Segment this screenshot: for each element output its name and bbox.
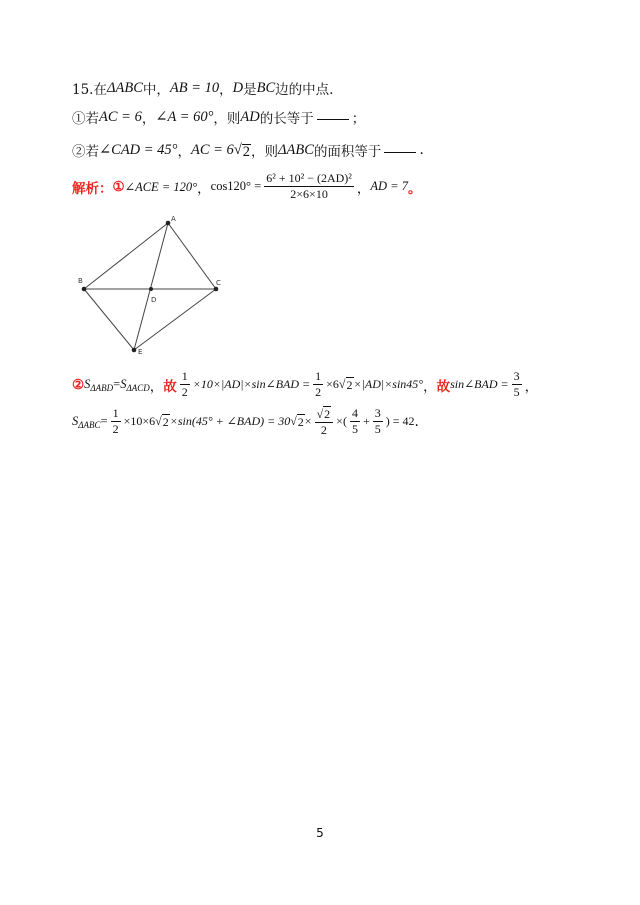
eq-1: = [113,377,121,391]
answer-blank-1 [317,119,349,120]
part2-ask: 的面积等于 [313,144,382,160]
point-e [132,348,137,353]
angle-ace: ∠ACE = 120° [124,179,198,194]
sol2-comma-3: ， [524,378,539,395]
part1-ac: AC = 6 [99,108,142,125]
frac-sqrt2-2: √ 2 2 [315,406,334,437]
part2-sqrt: √ 2 [233,141,251,160]
frac-4-5: $\frac{4}{5}$ [351,406,358,436]
cos-lhs: cos120° = [210,179,262,193]
part1-sep1: ， [141,111,156,127]
part2-sqrt-radicand: 2 [242,143,251,160]
segment-be [84,289,134,350]
segment-ab [84,223,168,289]
midpoint-text: 边的中点. [275,82,334,98]
label-a: A [171,215,176,223]
line3-end: . [414,413,419,430]
separator: ， [219,82,233,98]
solution-label: 解析： [72,180,113,197]
figure-lines [84,223,216,350]
part2-sep2: ， [251,144,265,160]
part2-marker: ②若 [72,144,99,160]
label-d: D [151,296,157,304]
point-a [166,221,171,226]
label-c: C [216,279,221,287]
solution-line-2 [72,370,538,399]
part1-ad: AD [240,108,260,125]
half-frac-3: $\frac{1}{2}$ [112,406,119,436]
part1-sep2: ， [213,111,227,127]
line3-e: ) = 42 [385,414,415,428]
segment-ce [134,289,216,350]
sol-period-1: 。 [408,180,422,197]
line3-d: ×( [336,414,347,428]
part2-then: 则 [264,144,279,160]
point-d [149,287,153,291]
line3-c: × [304,414,312,428]
eq-part-a: ×10×|AD|×sin∠BAD = [192,377,311,391]
d-label: D [232,79,244,96]
part1-then: 则 [226,111,241,127]
line3-a: ×10×6 [123,414,156,428]
problem-number: 15.在 [72,82,107,98]
in-text: 中， [142,82,170,98]
sol-comma-1: ， [197,180,211,197]
half-frac-1: $\frac{1}{2}$ [181,369,188,399]
part1-marker: ①若 [72,111,99,127]
part1-ask: 的长等于 [259,111,314,127]
frac-3-5: $\frac{3}{5}$ [513,369,520,399]
sqrt2-a: √ 2 [338,377,353,392]
problem-statement [72,78,333,98]
eq-part-b: ×6 [326,377,339,391]
geometry-figure [76,212,226,354]
s-abc: $S_{\Delta ABC}$ [72,413,101,430]
point-b [82,287,87,292]
page-number: 5 [316,826,324,840]
part2-triangle: ΔABC [278,141,314,158]
bc-label: BC [256,79,276,96]
ab-equals: AB = 10 [169,79,220,96]
frac-3-5-b: $\frac{3}{5}$ [374,406,381,436]
eq-part-c: ×|AD|×sin45° [353,377,424,391]
part-2 [72,140,424,160]
gu-1: 故 [163,378,177,395]
sol2-comma-1: ， [149,378,164,395]
segment-ae [134,223,168,350]
half-frac-2: $\frac{1}{2}$ [315,369,322,399]
ad-result: AD = 7 [370,179,408,193]
gu-2: 故 [436,378,451,395]
s-abd: $S_{\Delta ABD}$ [84,376,114,393]
part1-end: ； [351,111,366,127]
label-b: B [78,277,83,285]
triangle-abc: ΔABC [106,79,143,96]
cos-numerator: 6² + 10² − (2AD)² [266,171,352,185]
eq-2: = [100,414,108,428]
sol-comma-2: ， [356,180,371,197]
s-acd: $S_{\Delta ACD}$ [120,376,150,393]
answer-blank-2 [384,152,416,153]
solution-part2-marker: ② [72,376,85,393]
line3-b: ×sin(45° + ∠BAD) = 30 [169,414,291,428]
cos-fraction [264,172,354,201]
solution-line-3 [72,406,419,437]
part-1 [72,107,365,127]
segment-ac [168,223,216,289]
solution-part1-marker: ① [112,178,125,195]
is-text: 是 [243,82,257,98]
part2-sep1: ， [177,144,191,160]
cos-denominator: 2×6×10 [290,187,328,201]
part2-end: . [419,142,424,158]
part2-ac: AC = 6 [190,141,234,158]
point-c [214,287,219,292]
label-e: E [138,348,143,354]
solution-line-1 [72,172,422,201]
sol2-comma-2: ， [423,378,437,395]
part2-angle: ∠CAD = 45° [99,141,178,158]
part1-angle: ∠A = 60° [155,108,214,125]
plus-sign: + [362,414,370,428]
sin-bad: sin∠BAD = [450,377,509,391]
sqrt2-b: √ 2 [155,414,169,429]
sqrt2-c: √ 2 [290,414,304,429]
